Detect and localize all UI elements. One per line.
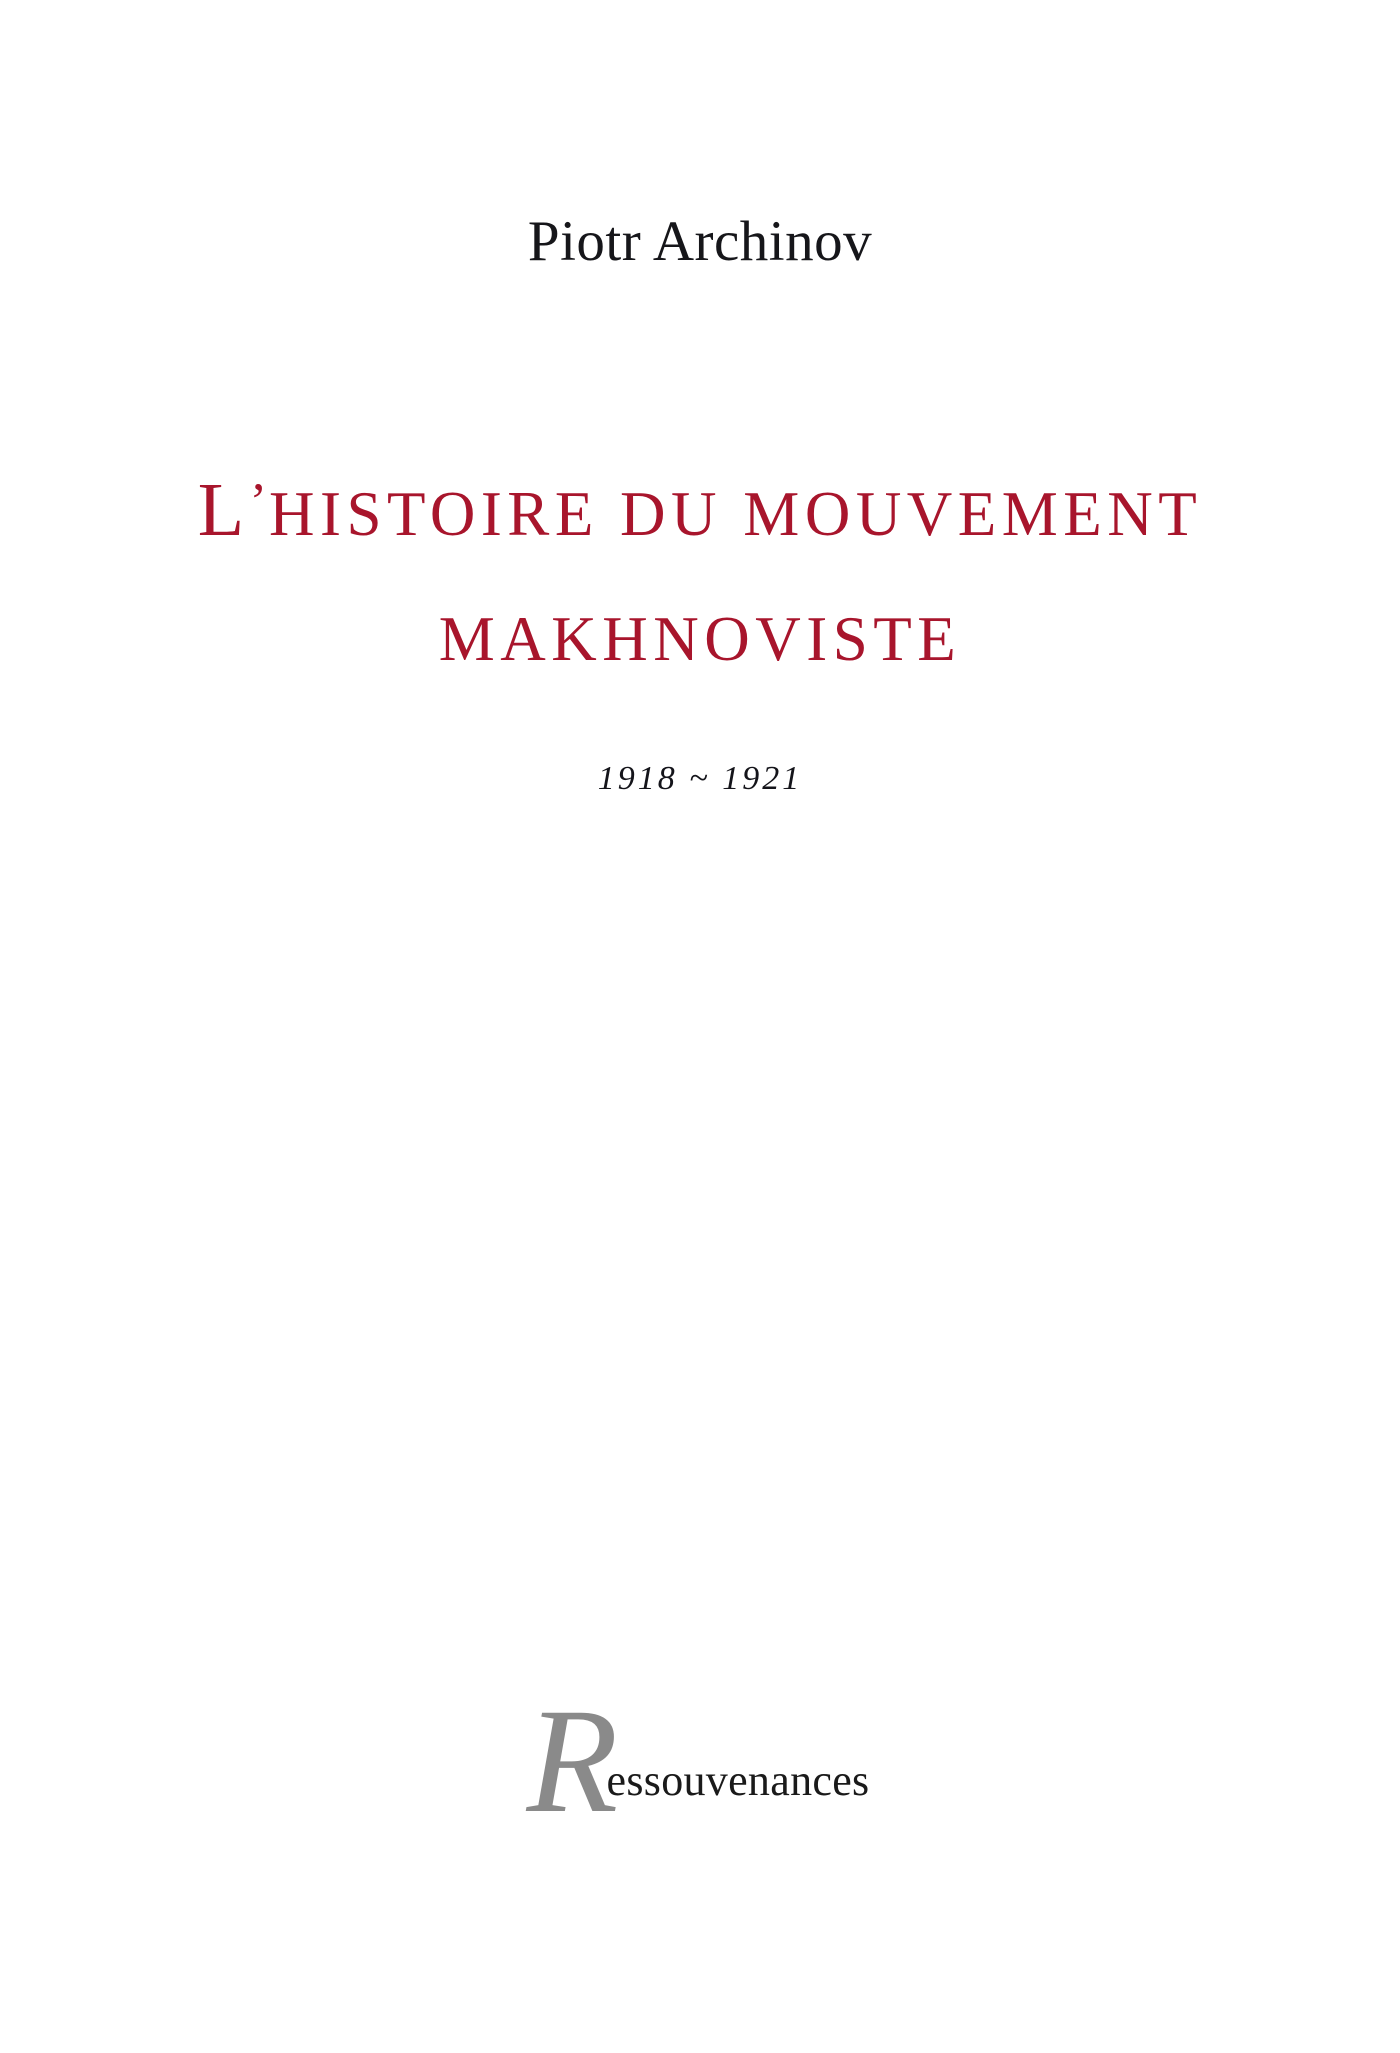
publisher-logo [0, 1678, 1400, 1860]
book-title-line-2: MAKHNOVISTE [438, 603, 962, 674]
book-date-range: 1918 ~ 1921 [597, 760, 803, 797]
book-author: Piotr Archinov [527, 210, 873, 273]
title-apostrophe: ’ [249, 473, 269, 531]
title-lead-letter: L [197, 468, 250, 552]
book-title-line-1 [0, 440, 1400, 581]
title-line-1-text: HISTOIRE DU MOUVEMENT [268, 479, 1203, 549]
publisher-initial-letter: R [526, 1678, 619, 1844]
publisher-name: essouvenances [606, 1756, 870, 1805]
publisher-logo-inner [526, 1678, 870, 1860]
book-title [0, 440, 1400, 697]
